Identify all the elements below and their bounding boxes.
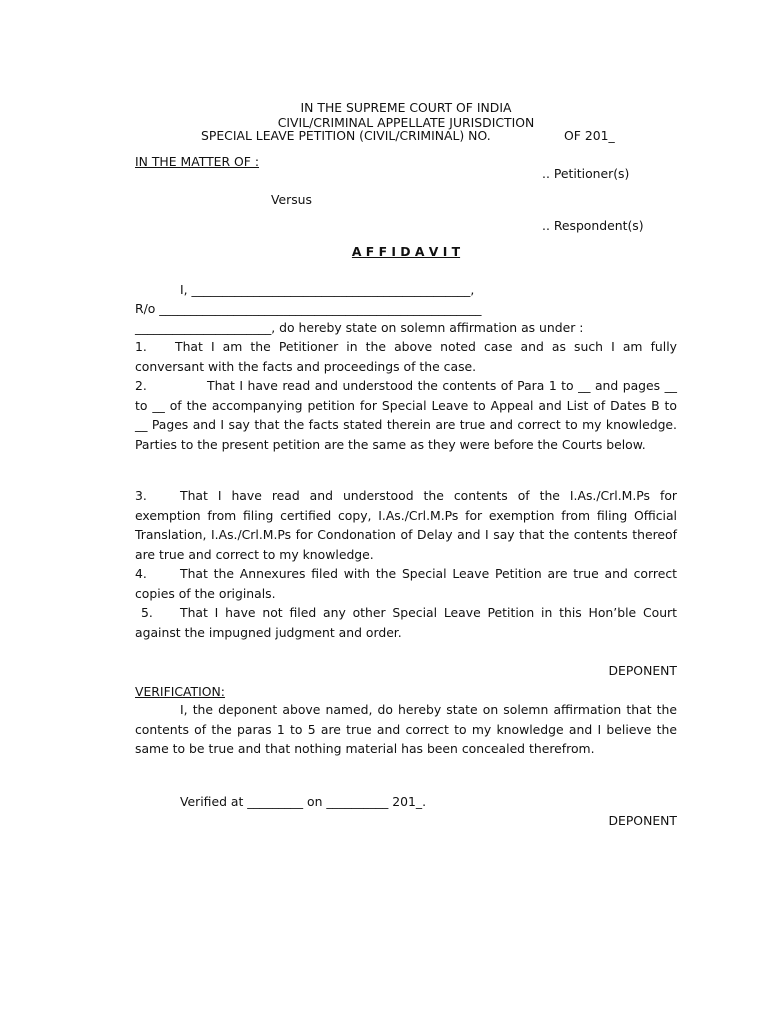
petition-number-label: SPECIAL LEAVE PETITION (CIVIL/CRIMINAL) NO.	[201, 128, 491, 143]
paragraph-number: 4.	[135, 566, 147, 581]
deponent-signature-2: DEPONENT	[608, 813, 677, 828]
paragraph-text: That I have read and understood the contents of Para 1 to __ and pages __ to __ of the accompanying petition for Special Leave to Appeal and List of Dates B to __ Pages and I say that the facts stated therein are true and correct to my knowledge. Parties to the present petition are the same as they were before the Courts below.	[135, 378, 677, 452]
petitioner-label: .. Petitioner(s)	[542, 166, 630, 181]
paragraph-4	[135, 564, 677, 603]
deponent-signature-1: DEPONENT	[608, 663, 677, 678]
versus-label: Versus	[271, 192, 312, 207]
respondent-label: .. Respondent(s)	[542, 218, 644, 233]
paragraph-number: 5.	[141, 605, 153, 620]
jurisdiction-title: CIVIL/CRIMINAL APPELLATE JURISDICTION	[277, 115, 535, 130]
verified-at-line: Verified at _________ on __________ 201_.	[180, 794, 427, 809]
verification-heading: VERIFICATION:	[135, 684, 225, 699]
paragraph-text: That the Annexures filed with the Special Leave Petition are true and correct copies of the originals.	[135, 566, 677, 601]
petition-year: OF 201_	[564, 128, 615, 143]
paragraph-5	[135, 603, 677, 642]
paragraph-2	[135, 376, 677, 454]
in-the-matter-label: IN THE MATTER OF :	[135, 154, 260, 169]
paragraph-1	[135, 337, 677, 376]
verification-text: I, the deponent above named, do hereby state on solemn affirmation that the contents of the paras 1 to 5 are true and correct to my knowledge and I believe the same to be true and that nothing material has been concealed therefrom.	[135, 702, 677, 757]
affidavit-heading: A F F I D A V I T	[351, 244, 461, 259]
paragraph-text: That I am the Petitioner in the above noted case and as such I am fully conversant with the facts and proceedings of the case.	[135, 339, 677, 374]
paragraph-3	[135, 486, 677, 564]
paragraph-number: 3.	[135, 488, 147, 503]
deponent-residence-line: R/o ____________________________________________________	[135, 301, 482, 316]
deponent-name-line: I, _____________________________________________,	[180, 282, 475, 297]
paragraph-text: That I have read and understood the contents of the I.As./Crl.M.Ps for exemption from filing certified copy, I.As./Crl.M.Ps for exemption from filing Official Translation, I.As./Crl.M.Ps for Condonation of Delay and I say that the contents thereof are true and correct to my knowledge.	[135, 488, 677, 562]
court-title: IN THE SUPREME COURT OF INDIA	[300, 100, 512, 115]
paragraph-text: That I have not filed any other Special Leave Petition in this Hon’ble Court against the impugned judgment and order.	[135, 605, 677, 640]
paragraph-number: 2.	[135, 378, 147, 393]
solemn-affirmation-line: ______________________, do hereby state on solemn affirmation as under :	[135, 320, 584, 335]
paragraph-number: 1.	[135, 339, 147, 354]
